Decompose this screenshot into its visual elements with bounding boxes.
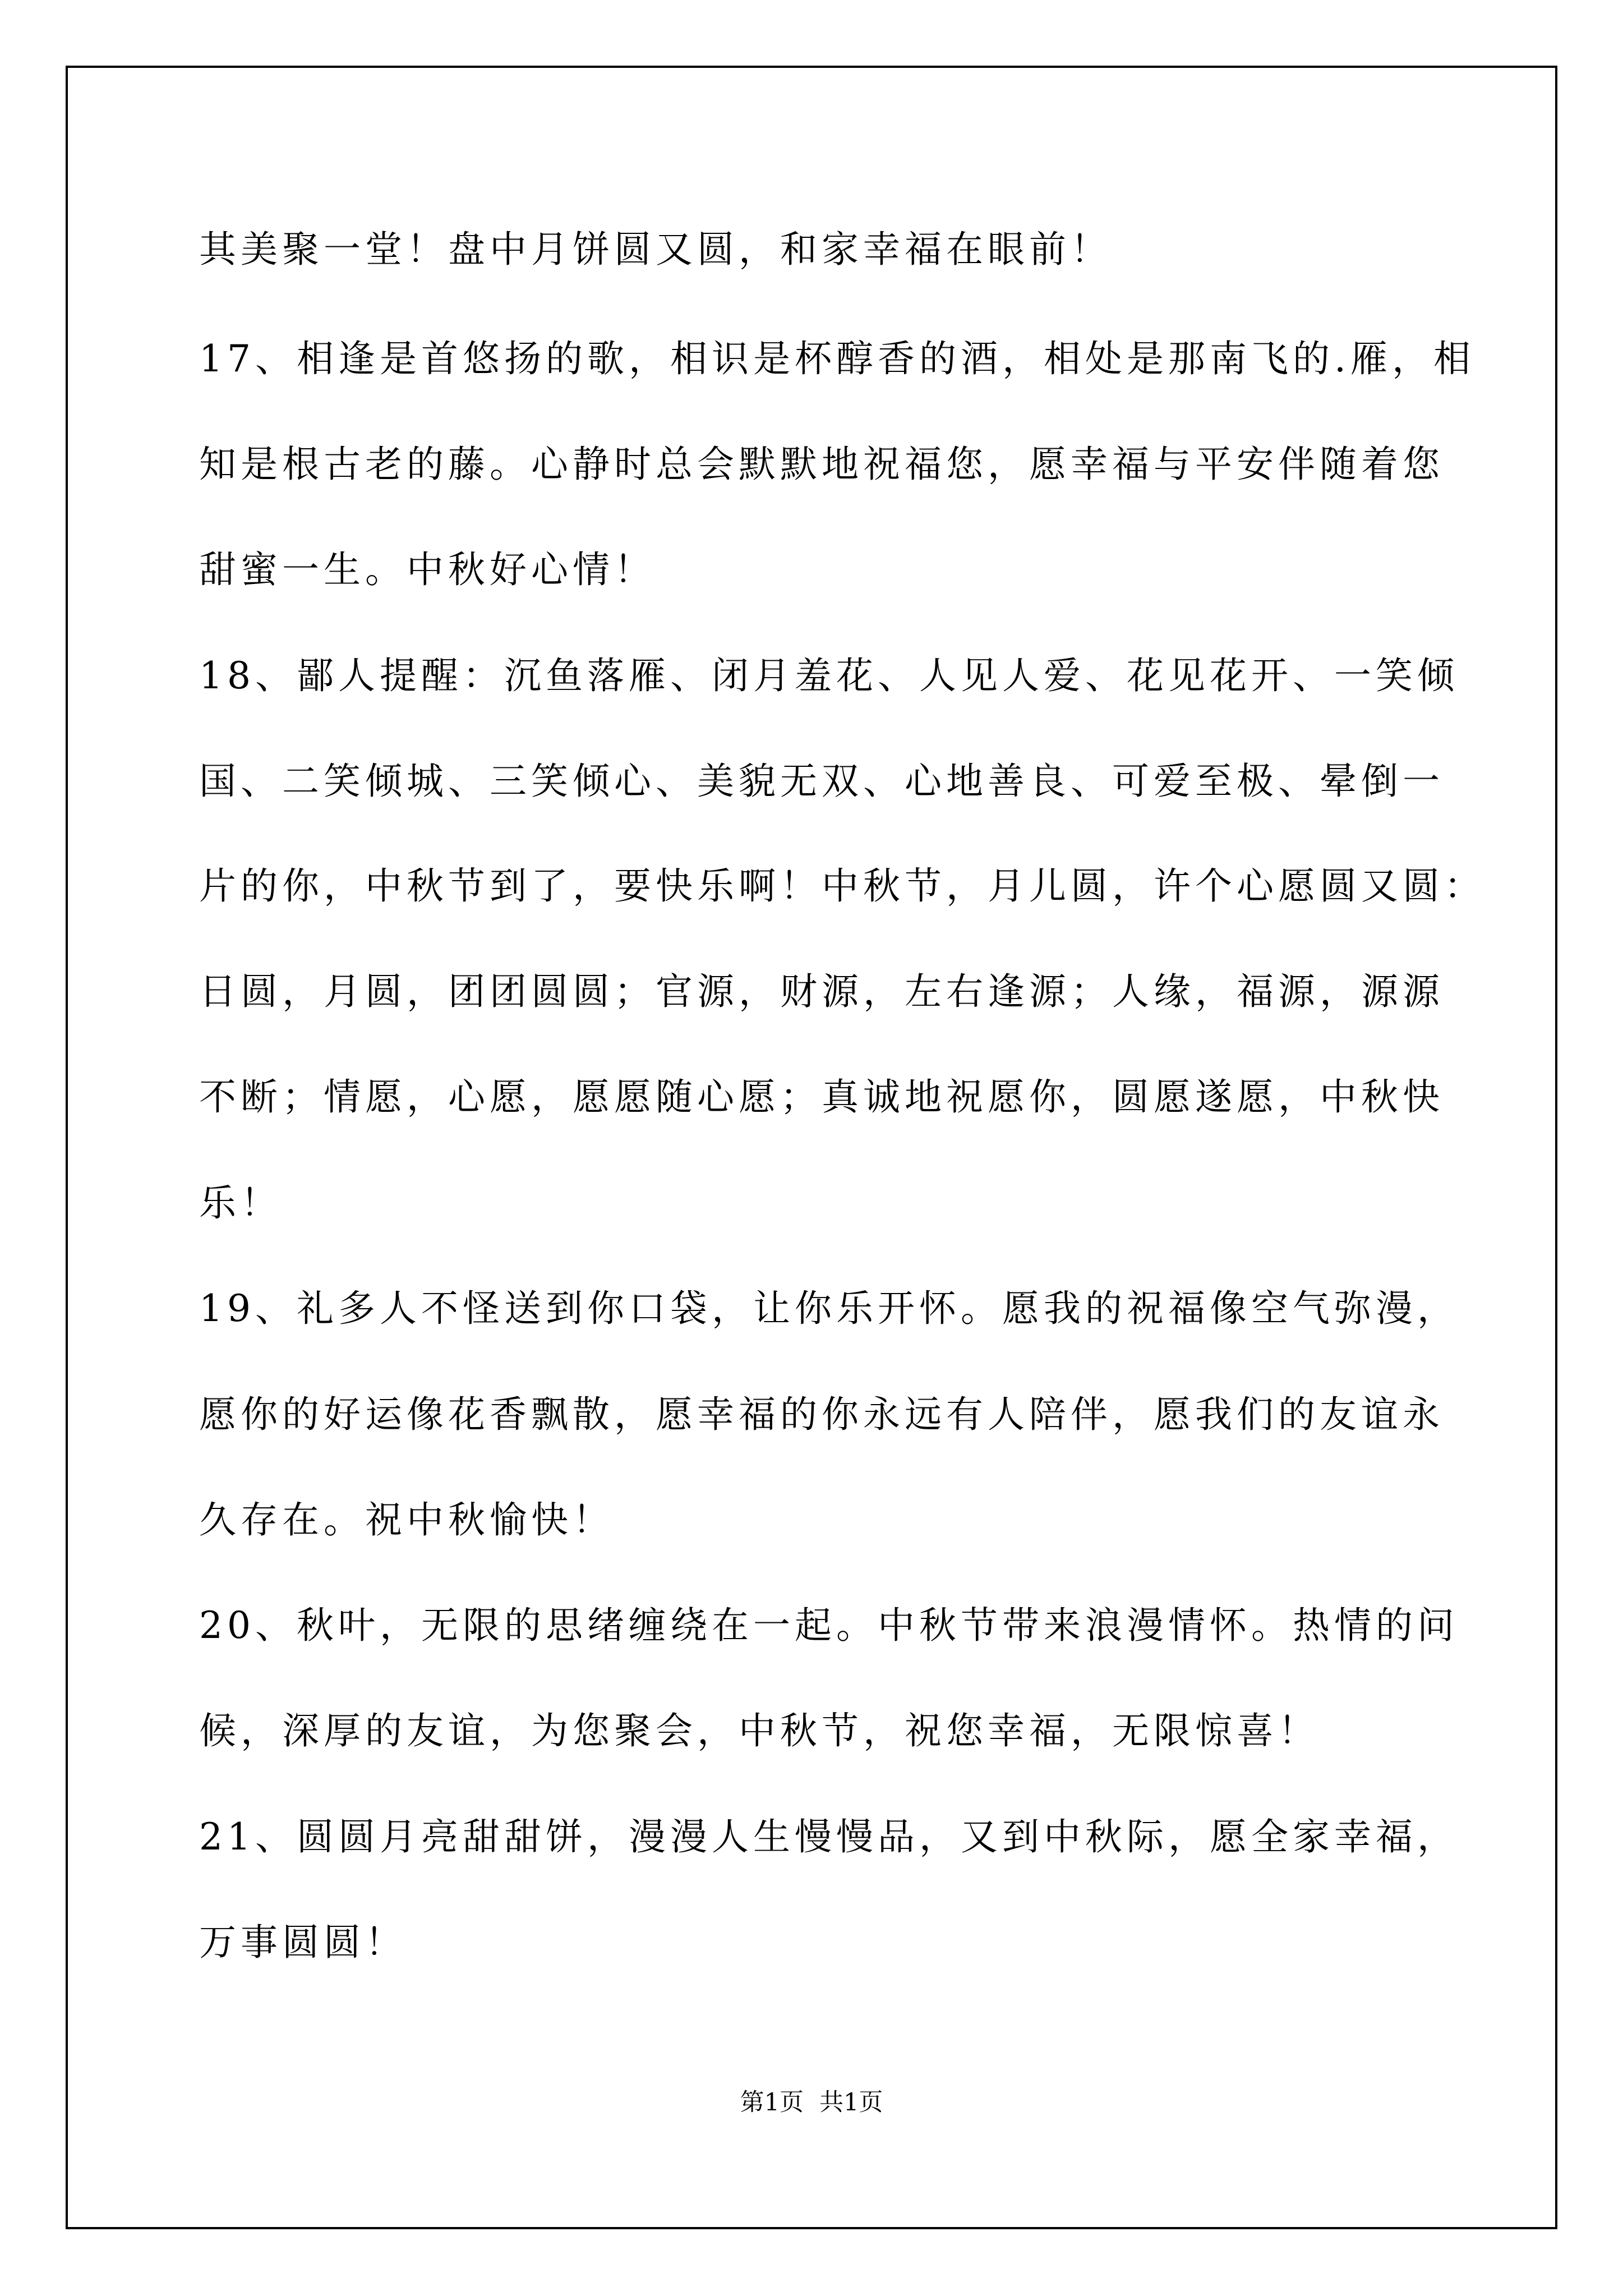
text-line: 愿你的好运像花香飘散，愿幸福的你永远有人陪伴，愿我们的友谊永: [199, 1393, 1444, 1436]
text-line: 片的你，中秋节到了，要快乐啊！中秋节，月儿圆，许个心愿圆又圆：: [199, 864, 1486, 908]
text-line: 知是根古老的藤。心静时总会默默地祝福您，愿幸福与平安伴随着您: [199, 443, 1444, 486]
text-line: 19、礼多人不怪送到你口袋，让你乐开怀。愿我的祝福像空气弥漫，: [199, 1287, 1459, 1330]
text-line: 不断；情愿，心愿，愿愿随心愿；真诚地祝愿你，圆愿遂愿，中秋快: [199, 1075, 1444, 1119]
text-line: 17、相逢是首悠扬的歌，相识是杯醇香的酒，相处是那南飞的.雁，相: [199, 337, 1475, 380]
page-footer: [0, 2087, 1623, 2118]
text-line: 久存在。祝中秋愉快！: [199, 1498, 614, 1542]
page-number: 第1页: [740, 2088, 804, 2116]
text-line: 候，深厚的友谊，为您聚会，中秋节，祝您幸福，无限惊喜！: [199, 1709, 1320, 1752]
text-line: 21、圆圆月亮甜甜饼，漫漫人生慢慢品，又到中秋际，愿全家幸福，: [199, 1815, 1459, 1858]
page-total: 共1页: [819, 2088, 883, 2116]
page-border: [66, 66, 1557, 2229]
text-line: 其美聚一堂！盘中月饼圆又圆，和家幸福在眼前！: [199, 228, 1112, 271]
text-line: 甜蜜一生。中秋好心情！: [199, 548, 656, 591]
text-line: 20、秋叶，无限的思绪缠绕在一起。中秋节带来浪漫情怀。热情的问: [199, 1604, 1459, 1647]
text-line: 日圆，月圆，团团圆圆；官源，财源，左右逢源；人缘，福源，源源: [199, 970, 1444, 1013]
text-line: 万事圆圆！: [199, 1921, 407, 1964]
text-line: 国、二笑倾城、三笑倾心、美貌无双、心地善良、可爱至极、晕倒一: [199, 760, 1444, 803]
text-line: 乐！: [199, 1181, 282, 1225]
text-line: 18、鄙人提醒：沉鱼落雁、闭月羞花、人见人爱、花见花开、一笑倾: [199, 654, 1459, 697]
